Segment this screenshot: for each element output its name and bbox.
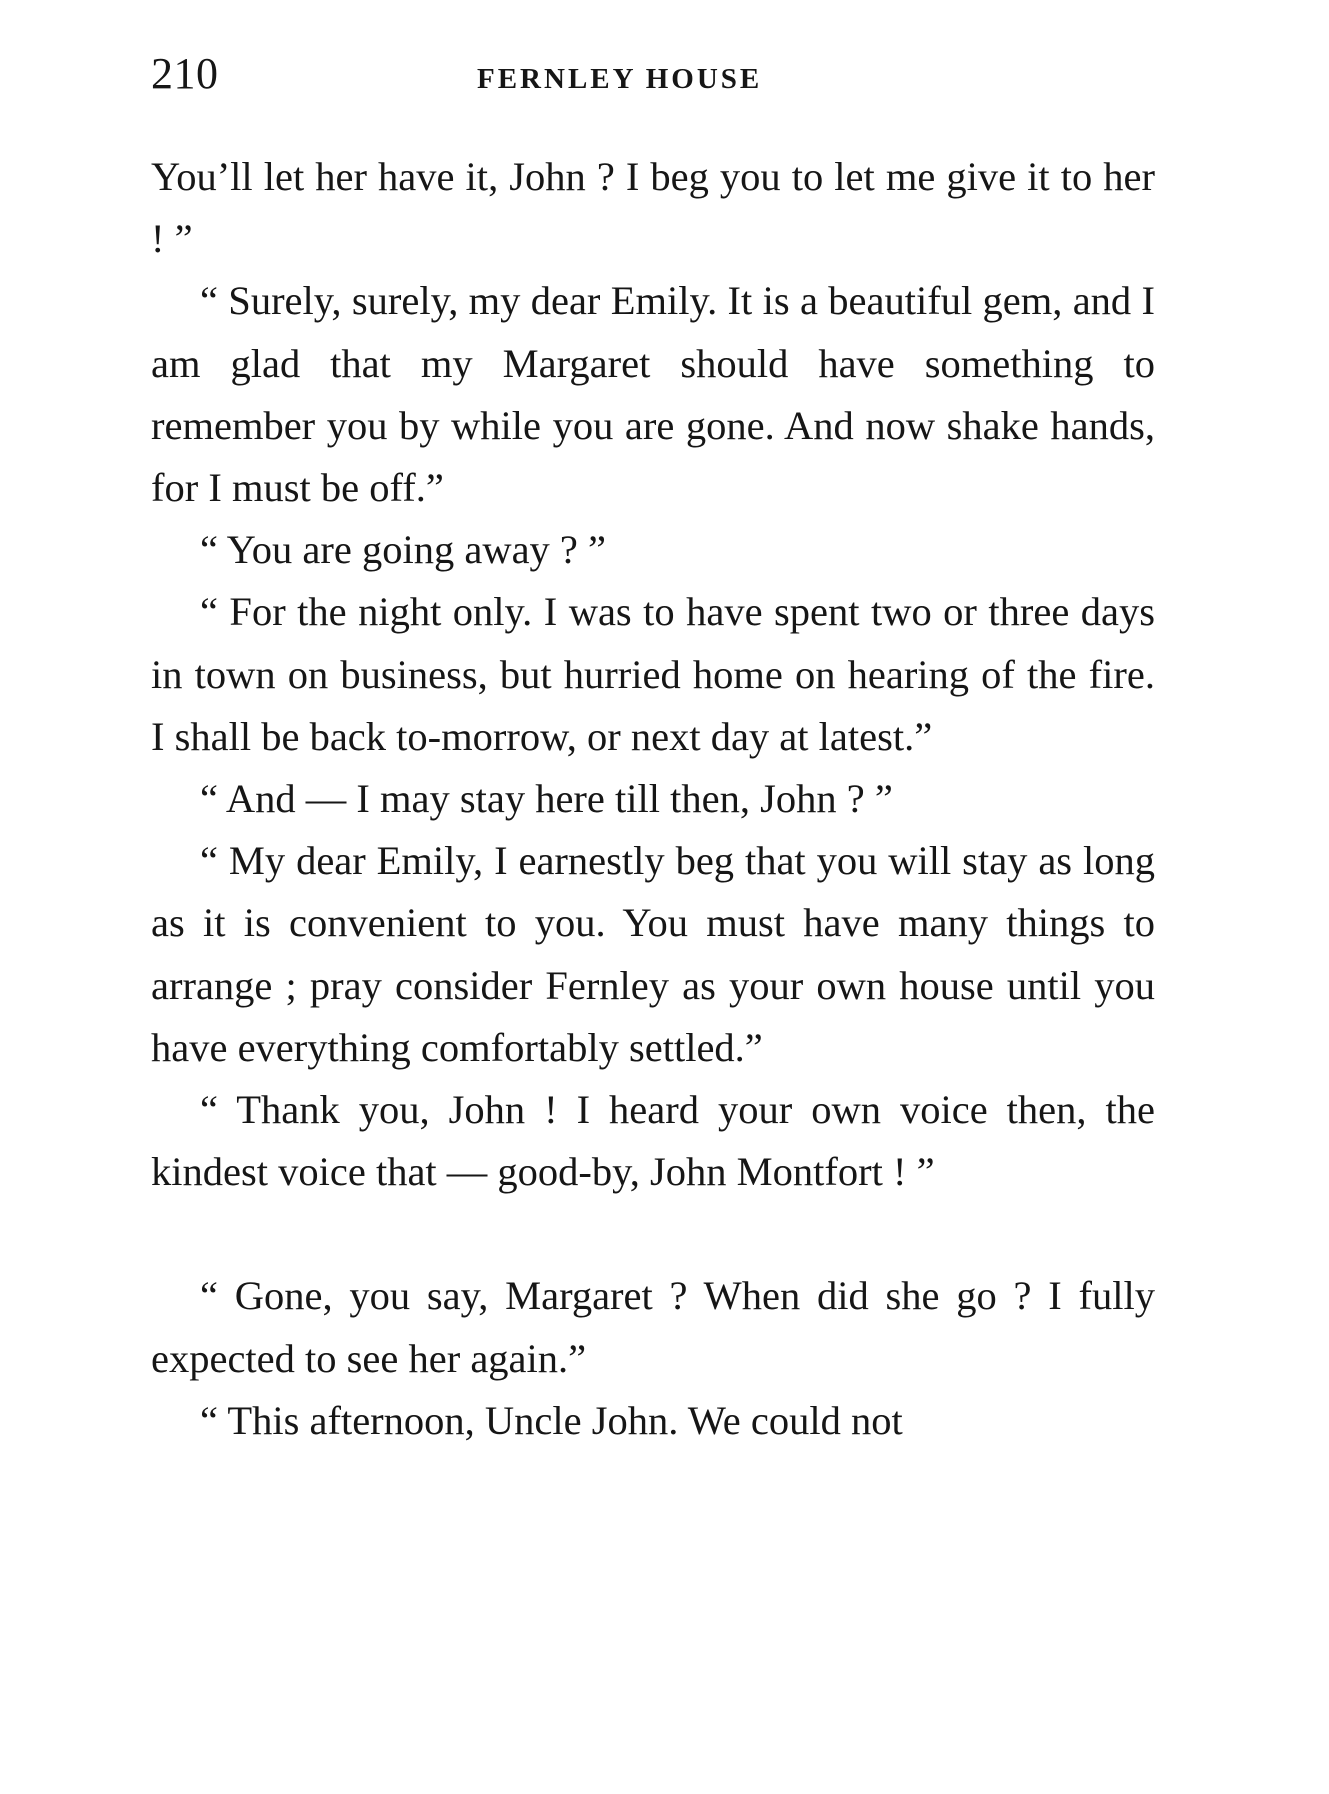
paragraph: “ Thank you, John ! I heard your own voice then, the kindest voice that — good-by, John Montfort ! ” — [151, 1087, 1155, 1195]
paragraph: “ Surely, surely, my dear Emily. It is a beautiful gem, and I am glad that my Margaret should have something to remember you by while you are gone. And now shake hands, for I must be off.” — [151, 278, 1155, 511]
paragraph: “ You are going away ? ” — [200, 527, 607, 573]
section-break — [151, 1203, 1155, 1265]
paragraph: “ For the night only. I was to have spent two or three days in town on business, but hurried home on hearing of the fire. I shall be back to-morrow, or next day at latest.” — [151, 589, 1155, 759]
paragraph: You’ll let her have it, John ? I beg you to let me give it to her ! ” — [151, 154, 1155, 262]
body-text — [151, 146, 1155, 1452]
paragraph: “ My dear Emily, I earnestly beg that you will stay as long as it is convenient to you. You must have many things to arrange ; pray consider Fernley as your own house until you have everything comfortably settled.” — [151, 838, 1155, 1070]
paragraph: “ Gone, you say, Margaret ? When did she go ? I fully expected to see her again.” — [151, 1273, 1155, 1381]
running-title: FERNLEY HOUSE — [477, 63, 763, 95]
paragraph: “ And — I may stay here till then, John ? ” — [200, 776, 893, 822]
paragraph: “ This afternoon, Uncle John. We could not — [200, 1397, 903, 1443]
page-number: 210 — [151, 49, 219, 98]
page-header — [151, 40, 1151, 120]
